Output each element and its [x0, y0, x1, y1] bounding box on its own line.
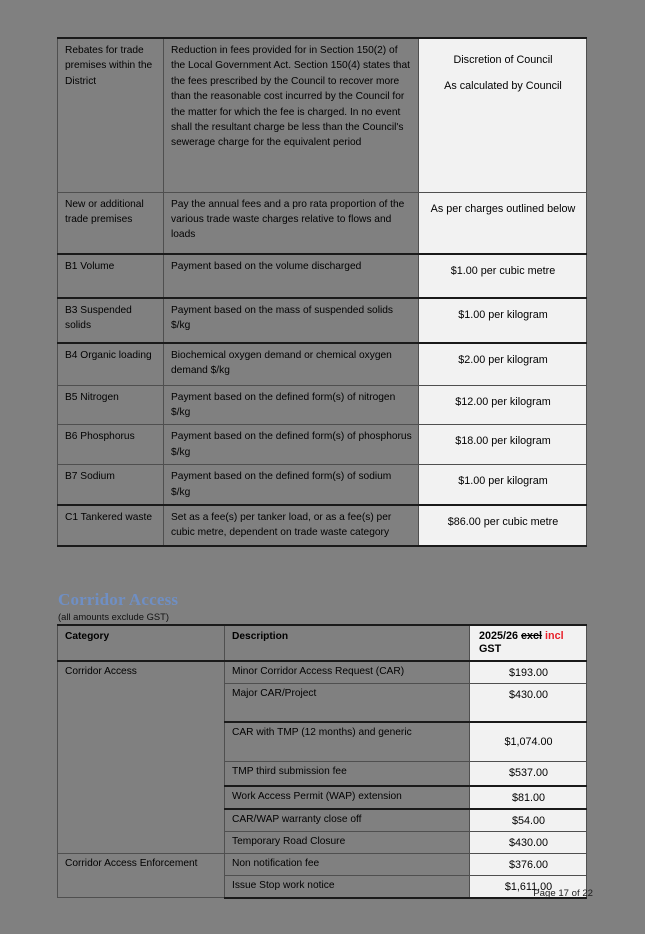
trade-fee-cell: [419, 385, 587, 425]
table-row: [58, 343, 587, 385]
fee-line-primary: $86.00 per cubic metre: [447, 515, 559, 528]
corridor-group-label-access: Corridor Access: [58, 661, 225, 853]
table-row: [58, 505, 587, 546]
corridor-fee-cell: $1,074.00: [470, 722, 587, 762]
table-row: [58, 298, 587, 343]
corridor-fee-cell: $537.00: [470, 762, 587, 786]
corridor-fee-cell: $430.00: [470, 831, 587, 853]
table-row: [58, 385, 587, 425]
fee-incl-label: incl: [545, 630, 564, 642]
corridor-description-cell: CAR with TMP (12 months) and generic: [225, 722, 470, 762]
trade-description-cell: Pay the annual fees and a pro rata proportion of the various trade waste charges relative to flows and loads: [164, 192, 419, 254]
fee-excl-label-struck: excl: [521, 630, 543, 642]
trade-fee-cell: [419, 298, 587, 343]
trade-category-cell: B5 Nitrogen: [58, 385, 164, 425]
corridor-fee-cell: $193.00: [470, 661, 587, 684]
corridor-description-cell: Temporary Road Closure: [225, 831, 470, 853]
table-row: [58, 425, 587, 465]
fee-line-primary: $1.00 per cubic metre: [450, 265, 556, 277]
trade-fee-cell: [419, 192, 587, 254]
column-header-fee: [470, 625, 587, 661]
trade-description-cell: Payment based on the mass of suspended solids $/kg: [164, 298, 419, 343]
trade-category-cell: B6 Phosphorus: [58, 425, 164, 465]
corridor-fee-cell: $81.00: [470, 786, 587, 809]
table-row: [58, 661, 587, 684]
corridor-fee-cell: $54.00: [470, 809, 587, 832]
trade-category-cell: B4 Organic loading: [58, 343, 164, 385]
column-header-category: Category: [58, 625, 225, 661]
corridor-description-cell: Work Access Permit (WAP) extension: [225, 786, 470, 809]
section-subtitle-gst-note: (all amounts exclude GST): [58, 611, 169, 622]
trade-category-cell: B7 Sodium: [58, 465, 164, 505]
corridor-fee-cell: $376.00: [470, 853, 587, 875]
trade-description-cell: Payment based on the volume discharged: [164, 254, 419, 298]
table-row: [58, 254, 587, 298]
trade-description-cell: Set as a fee(s) per tanker load, or as a fee(s) per cubic metre, dependent on trade waste category: [164, 505, 419, 546]
trade-category-cell: C1 Tankered waste: [58, 505, 164, 546]
trade-fee-cell: [419, 465, 587, 505]
table-row: [58, 38, 587, 192]
trade-description-cell: Payment based on the defined form(s) of phosphorus $/kg: [164, 425, 419, 465]
trade-category-cell: New or additional trade premises: [58, 192, 164, 254]
fee-gst-label: GST: [479, 643, 502, 655]
table-row: [58, 192, 587, 254]
fee-line-primary: $1.00 per kilogram: [458, 309, 548, 321]
corridor-fee-cell: $1,611.00: [470, 875, 587, 898]
table-row: [58, 853, 587, 875]
fee-line-secondary: As calculated by Council: [444, 80, 562, 92]
fee-line-primary: $1.00 per kilogram: [458, 475, 548, 488]
fee-line-primary: Discretion of Council: [453, 54, 553, 66]
corridor-description-cell: TMP third submission fee: [225, 762, 470, 786]
corridor-description-cell: Issue Stop work notice: [225, 875, 470, 898]
fee-line-primary: $2.00 per kilogram: [458, 354, 548, 366]
column-header-description: Description: [225, 625, 470, 661]
corridor-description-cell: Major CAR/Project: [225, 684, 470, 722]
page-footer-text: Page 17 of 22: [533, 888, 593, 899]
corridor-description-cell: Minor Corridor Access Request (CAR): [225, 661, 470, 684]
trade-description-cell: Reduction in fees provided for in Section 150(2) of the Local Government Act. Section 150(4) states that the fees prescribed by the Council to recover more than the reasonable cost incurred by the Council for the matter for which the fee is charged. In no event shall the resultant charge be less than the Council's sewerage charge for the equivalent period: [164, 38, 419, 192]
trade-category-cell: B1 Volume: [58, 254, 164, 298]
fee-line-primary: As per charges outlined below: [430, 202, 576, 215]
trade-description-cell: Biochemical oxygen demand or chemical oxygen demand $/kg: [164, 343, 419, 385]
trade-fee-cell: [419, 38, 587, 192]
trade-fee-cell: [419, 343, 587, 385]
trade-category-cell: B3 Suspended solids: [58, 298, 164, 343]
section-heading-corridor-access: Corridor Access: [58, 590, 179, 609]
trade-description-cell: Payment based on the defined form(s) of sodium $/kg: [164, 465, 419, 505]
trade-category-cell: Rebates for trade premises within the District: [58, 38, 164, 192]
corridor-description-cell: Non notification fee: [225, 853, 470, 875]
corridor-access-fees-table: [57, 624, 587, 899]
corridor-description-cell: CAR/WAP warranty close off: [225, 809, 470, 832]
fee-year-label: 2025/26: [479, 630, 519, 642]
corridor-fee-cell: $430.00: [470, 684, 587, 722]
table-row: [58, 465, 587, 505]
fee-line-primary: $12.00 per kilogram: [455, 395, 551, 408]
trade-fee-cell: [419, 505, 587, 546]
table-header-row: [58, 625, 587, 661]
corridor-group-label-enforcement: Corridor Access Enforcement: [58, 853, 225, 898]
fee-line-primary: $18.00 per kilogram: [455, 435, 551, 448]
trade-fee-cell: [419, 254, 587, 298]
trade-fee-cell: [419, 425, 587, 465]
trade-description-cell: Payment based on the defined form(s) of nitrogen $/kg: [164, 385, 419, 425]
trade-waste-charges-table: [57, 37, 587, 547]
